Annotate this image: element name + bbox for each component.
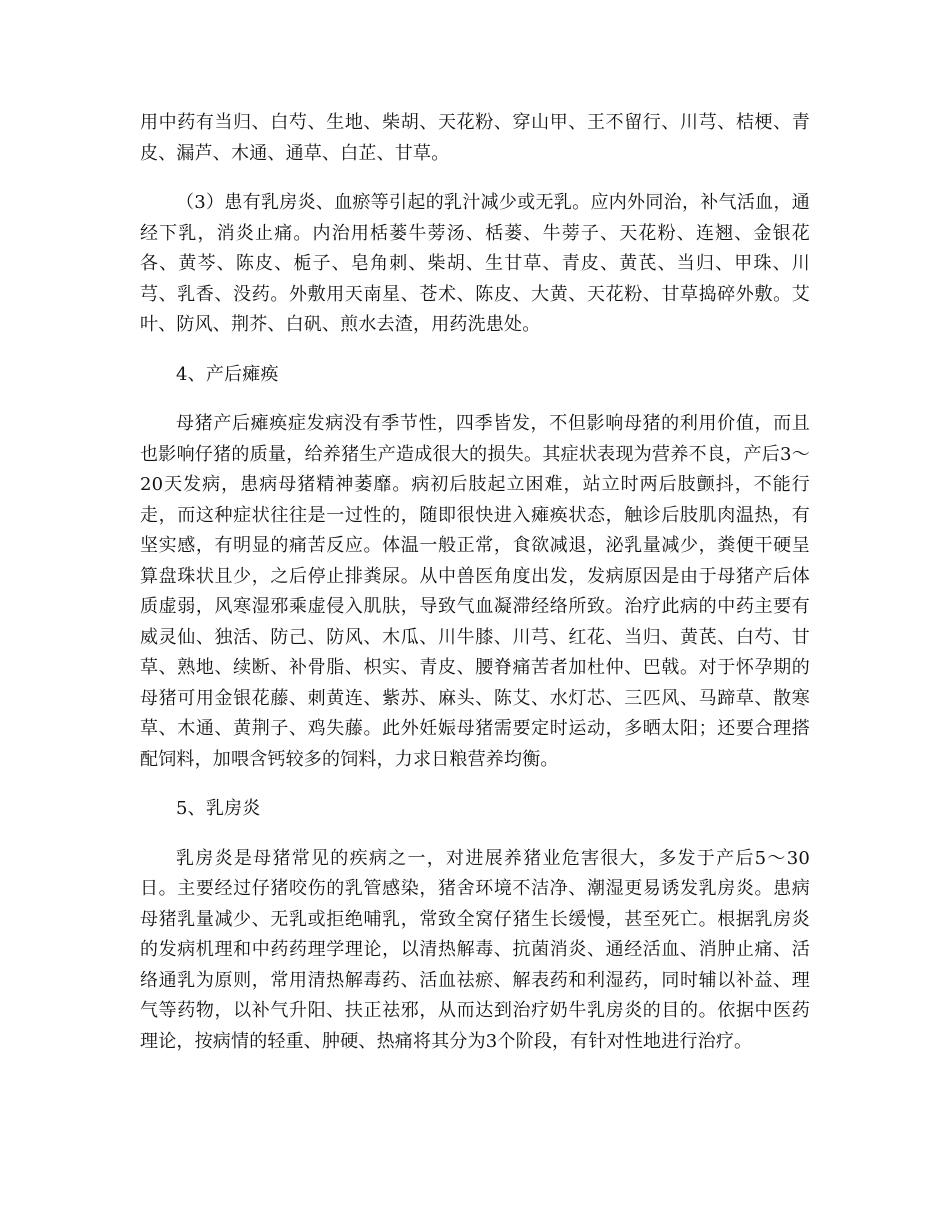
paragraph-herbs-continued: 用中药有当归、白芍、生地、柴胡、天花粉、穿山甲、王不留行、川芎、桔梗、青皮、漏芦、木通、通草、白芷、甘草。 [140,112,810,164]
section-heading-postpartum-paralysis: 4、产后瘫痪 [176,363,279,385]
paragraph-mastitis-stasis: （3）患有乳房炎、血瘀等引起的乳汁减少或无乳。应内外同治，补气活血，通经下乳，消炎止痛。内治用栝蒌牛蒡汤、栝蒌、牛蒡子、天花粉、连翘、金银花各、黄芩、陈皮、栀子、皂角刺、柴胡、生甘草、青皮、黄芪、当归、甲珠、川芎、乳香、没药。外敷用天南星、苍术、陈皮、大黄、天花粉、甘草捣碎外敷。艾叶、防风、荆芥、白矾、煎水去渣，用药洗患处。 [140,192,810,335]
paragraph-mastitis: 乳房炎是母猪常见的疾病之一，对进展养猪业危害很大，多发于产后5～30日。主要经过仔猪咬伤的乳管感染，猪舍环境不洁净、潮湿更易诱发乳房炎。患病母猪乳量减少、无乳或拒绝哺乳，常致全窝仔猪生长缓慢，甚至死亡。根据乳房炎的发病机理和中药药理学理论，以清热解毒、抗菌消炎、通经活血、消肿止痛、活络通乳为原则，常用清热解毒药、活血祛瘀、解表药和利湿药，同时辅以补益、理气等药物，以补气升阳、扶正祛邪，从而达到治疗奶牛乳房炎的目的。依据中医药理论，按病情的轻重、肿硬、热痛将其分为3个阶段，有针对性地进行治疗。 [140,847,810,1052]
paragraph-postpartum-paralysis: 母猪产后瘫痪症发病没有季节性，四季皆发，不但影响母猪的利用价值，而且也影响仔猪的质量，给养猪生产造成很大的损失。其症状表现为营养不良，产后3～20天发病，患病母猪精神萎靡。病初后肢起立困难，站立时两后肢颤抖，不能行走，而这种症状往往是一过性的，随即很快进入瘫痪状态，触诊后肢肌肉温热，有坚实感，有明显的痛苦反应。体温一般正常，食欲减退，泌乳量减少，粪便干硬呈算盘珠状且少，之后停止排粪尿。从中兽医角度出发，发病原因是由于母猪产后体质虚弱，风寒湿邪乘虚侵入肌肤，导致气血凝滞经络所致。治疗此病的中药主要有威灵仙、独活、防己、防风、木瓜、川牛膝、川芎、红花、当归、黄芪、白芍、甘草、熟地、续断、补骨脂、枳实、青皮、腰脊痛苦者加杜仲、巴戟。对于怀孕期的母猪可用金银花藤、刺黄连、紫苏、麻头、陈艾、水灯芯、三匹风、马蹄草、散寒草、木通、黄荆子、鸡失藤。此外妊娠母猪需要定时运动，多晒太阳；还要合理搭配饲料，加喂含钙较多的饲料，力求日粮营养均衡。 [140,413,810,770]
document-body [140,108,810,1076]
section-heading-mastitis: 5、乳房炎 [176,798,261,819]
